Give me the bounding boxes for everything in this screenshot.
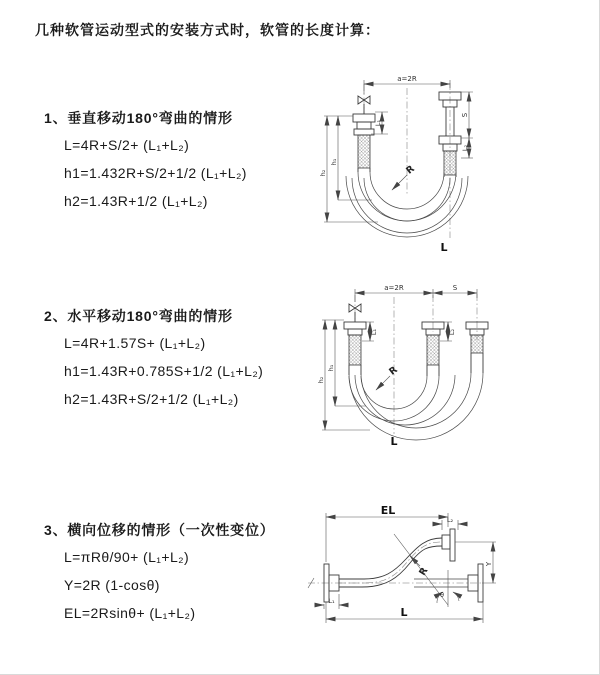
dimension-el bbox=[326, 504, 448, 562]
angle-label: θ bbox=[440, 591, 444, 599]
dim-label-a2r: a=2R bbox=[384, 284, 404, 292]
left-hose-leg bbox=[353, 104, 375, 172]
centerlines bbox=[308, 542, 482, 583]
dim-label-el: EL bbox=[380, 504, 396, 517]
radius-label: R bbox=[387, 364, 400, 378]
dimension-l2 bbox=[461, 138, 473, 158]
page-title: 几种软管运动型式的安装方式时，软管的长度计算： bbox=[35, 22, 380, 38]
section-3-heading: 3、横向位移的情形（一次性变位） bbox=[44, 522, 275, 538]
centerlines bbox=[355, 294, 477, 434]
length-label: L bbox=[400, 606, 408, 619]
length-label: L bbox=[390, 435, 398, 448]
formula-line: h2=1.43R+S/2+1/2 (L₁+L₂) bbox=[64, 391, 239, 407]
valve-icon bbox=[349, 304, 361, 322]
radius-leader bbox=[392, 163, 417, 190]
dimension-s bbox=[433, 284, 477, 293]
upper-right-flange bbox=[442, 529, 455, 561]
dimension-y bbox=[455, 542, 496, 583]
diagram-vertical-180 bbox=[314, 70, 504, 262]
diagram-lateral-displacement bbox=[296, 504, 504, 646]
diagram-horizontal-180 bbox=[312, 282, 504, 452]
dimension-l bbox=[326, 602, 483, 623]
formula-line: L=πRθ/90+ (L₁+L₂) bbox=[64, 549, 190, 565]
formula-line: h1=1.43R+0.785S+1/2 (L₁+L₂) bbox=[64, 363, 264, 379]
middle-hose-leg bbox=[422, 322, 444, 376]
section-2-heading: 2、水平移动180°弯曲的情形 bbox=[44, 308, 233, 324]
centerlines bbox=[364, 83, 450, 238]
dim-label-l2: L₂ bbox=[448, 328, 456, 336]
dim-label-l1: L₁ bbox=[374, 119, 382, 127]
dim-label-y: Y bbox=[485, 561, 493, 567]
dim-label-l1: L₁ bbox=[370, 328, 378, 336]
formula-line: L=4R+S/2+ (L₁+L₂) bbox=[64, 137, 190, 153]
dimension-h2 bbox=[319, 116, 378, 222]
dim-label-h2: h₂ bbox=[317, 376, 325, 384]
dimension-s bbox=[461, 92, 473, 138]
radius-leader bbox=[376, 364, 400, 390]
left-hose-leg bbox=[344, 322, 366, 375]
radius-label: R bbox=[417, 565, 431, 578]
braid-section bbox=[358, 135, 370, 168]
hose-bend-arcs bbox=[346, 172, 468, 237]
dim-label-h1: h₁ bbox=[327, 364, 335, 372]
section-1-heading: 1、垂直移动180°弯曲的情形 bbox=[44, 110, 233, 126]
braid-section bbox=[427, 335, 439, 365]
dimension-l2 bbox=[434, 516, 466, 530]
dim-label-l2: L₂ bbox=[461, 144, 469, 152]
formula-line: h1=1.432R+S/2+1/2 (L₁+L₂) bbox=[64, 165, 247, 181]
dimension-l1 bbox=[316, 594, 347, 609]
dimension-l1 bbox=[362, 322, 378, 341]
formula-line: h2=1.43R+1/2 (L₁+L₂) bbox=[64, 193, 208, 209]
formula-line: L=4R+1.57S+ (L₁+L₂) bbox=[64, 335, 206, 351]
dimension-l2 bbox=[440, 322, 456, 341]
right-hose-leg bbox=[466, 322, 488, 373]
hose-s-curve bbox=[339, 538, 442, 587]
dim-label-s: S bbox=[461, 112, 469, 118]
dimension-h2 bbox=[317, 320, 370, 430]
length-label: L bbox=[440, 241, 448, 254]
dim-label-h1: h₁ bbox=[330, 158, 338, 166]
dimension-l1 bbox=[371, 112, 388, 134]
braid-section bbox=[444, 151, 456, 175]
formula-line: EL=2Rsinθ+ (L₁+L₂) bbox=[64, 605, 196, 621]
dim-label-h2: h₂ bbox=[319, 169, 327, 177]
formula-line: Y=2R (1-cosθ) bbox=[64, 577, 160, 593]
braid-section bbox=[349, 335, 361, 365]
braid-section bbox=[471, 335, 483, 353]
dim-label-l2: L₂ bbox=[446, 516, 454, 524]
dim-label-s: S bbox=[452, 284, 458, 292]
radius-label: R bbox=[404, 163, 417, 177]
dim-label-a2r: a=2R bbox=[397, 75, 417, 83]
dim-label-l1: L₁ bbox=[328, 597, 335, 605]
